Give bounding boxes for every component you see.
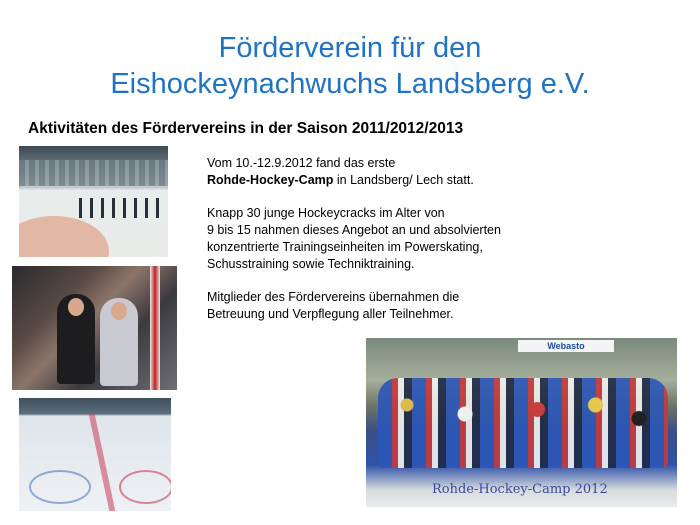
rink-stands	[19, 160, 168, 186]
paragraph-camp	[207, 155, 567, 189]
title-line-2: Eishockeynachwuchs Landsberg e.V.	[110, 68, 590, 100]
participants-line-2: 9 bis 15 nahmen dieses Angebot an und absolvierten	[207, 223, 501, 237]
kid-face	[68, 298, 84, 316]
paragraph-members	[207, 289, 567, 323]
members-line-2: Betreuung und Verpflegung aller Teilnehmer.	[207, 307, 454, 321]
hockey-stick	[150, 266, 160, 390]
rink-face-off-circle	[119, 470, 171, 504]
description-text	[207, 155, 567, 339]
team-photo	[366, 338, 677, 507]
participants-line-4: Schusstraining sowie Techniktraining.	[207, 257, 415, 271]
camp-date-line: Vom 10.-12.9.2012 fand das erste	[207, 156, 396, 170]
team-group	[378, 378, 668, 468]
rink-red-line	[89, 414, 116, 511]
rink-photo	[19, 146, 168, 257]
kid-face	[111, 302, 127, 320]
rink-overview-photo	[19, 398, 171, 511]
participants-line-3: konzentrierte Trainingseinheiten im Powerskating,	[207, 240, 483, 254]
rink-ice-marking	[19, 216, 109, 257]
page-title	[0, 30, 700, 102]
participants-line-1: Knapp 30 junge Hockeycracks im Alter von	[207, 206, 445, 220]
members-line-1: Mitglieder des Fördervereins übernahmen die	[207, 290, 460, 304]
photo-caption: Rohde-Hockey-Camp 2012	[432, 482, 608, 497]
title-line-1: Förderverein für den	[218, 32, 482, 64]
section-heading: Aktivitäten des Fördervereins in der Saison 2011/2012/2013	[28, 120, 464, 137]
camp-location: in Landsberg/ Lech statt.	[333, 173, 474, 187]
sponsor-banner: Webasto	[518, 340, 614, 352]
kids-locker-photo	[12, 266, 177, 390]
camp-name: Rohde-Hockey-Camp	[207, 173, 334, 187]
rink-face-off-circle	[29, 470, 91, 504]
rink-players	[79, 198, 159, 218]
paragraph-participants	[207, 205, 567, 273]
